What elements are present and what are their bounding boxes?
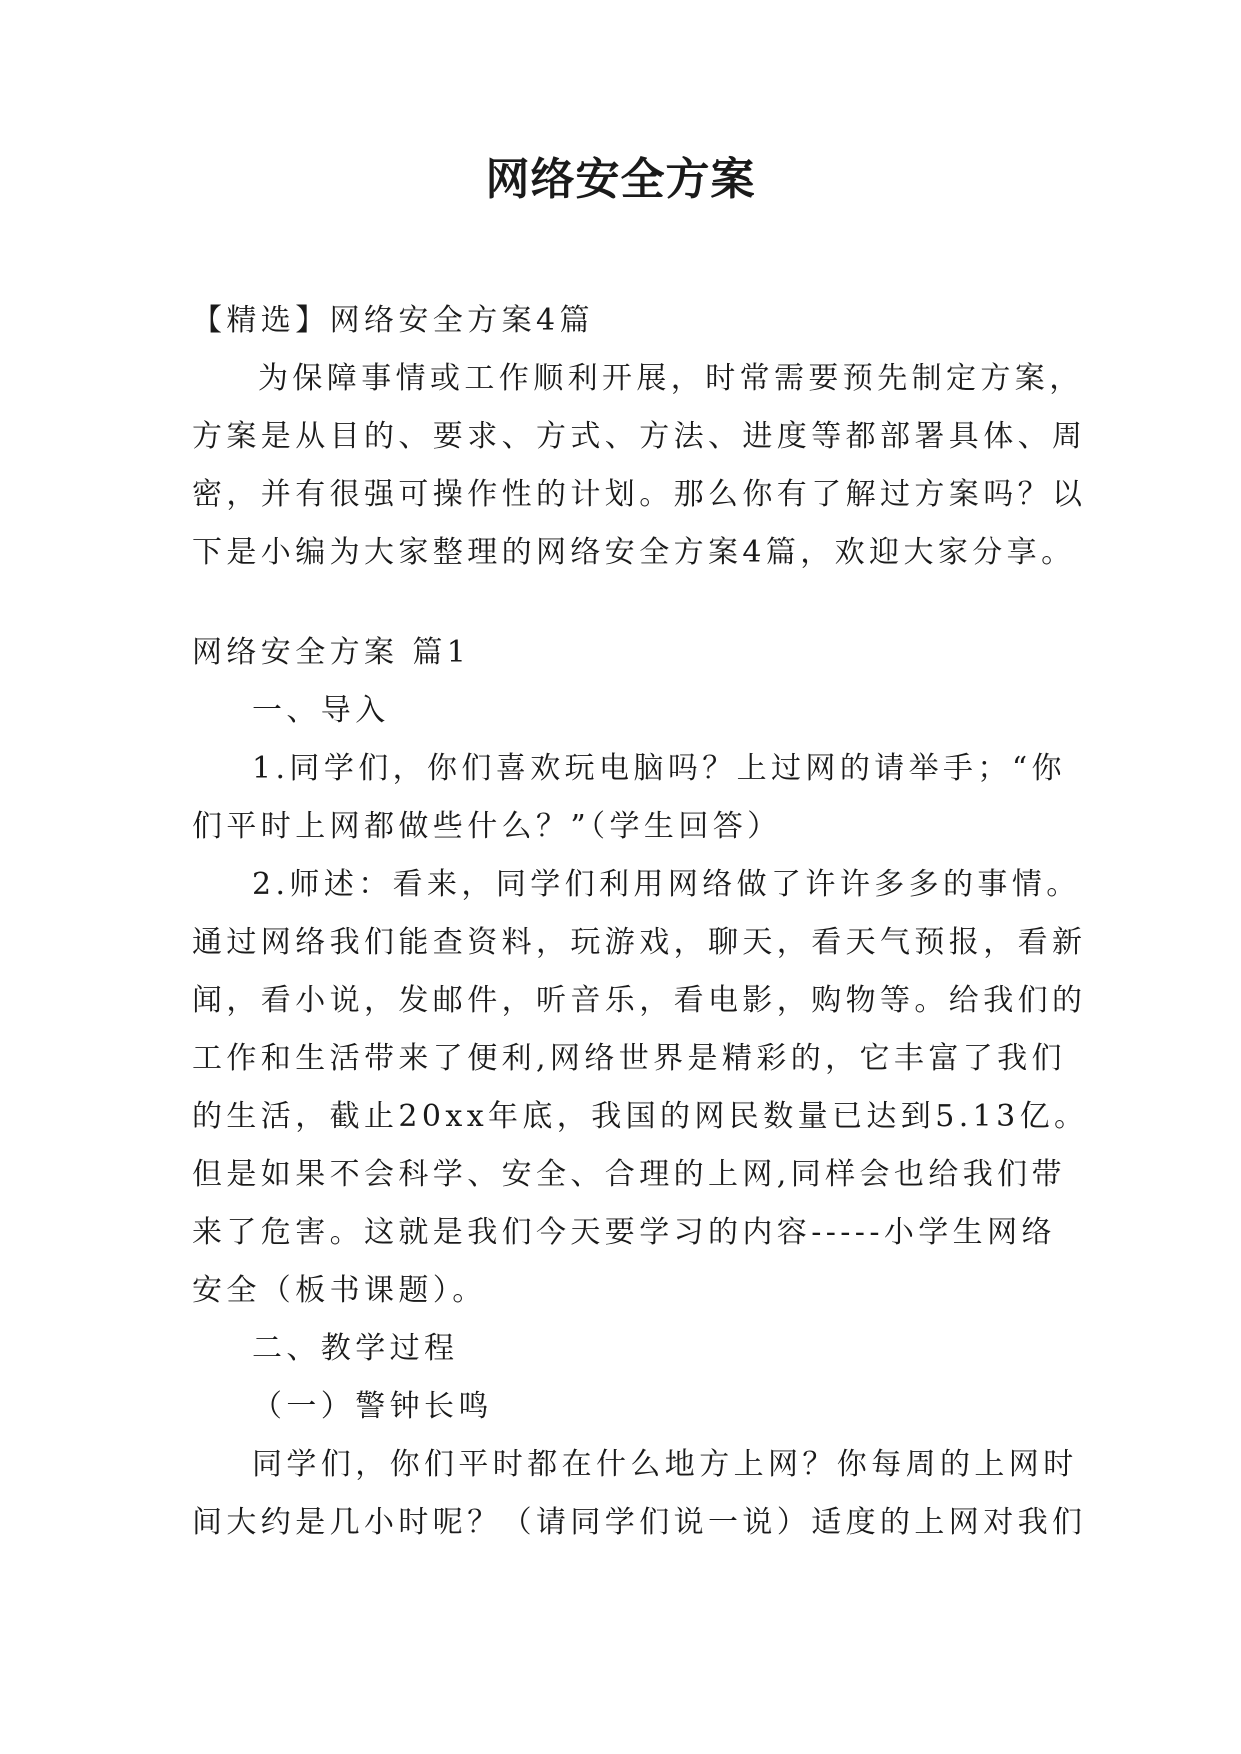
subsection-heading: 一、导入 (252, 693, 390, 728)
intro-heading: 【精选】网络安全方案4篇 (192, 303, 594, 338)
section-heading: 网络安全方案 篇1 (192, 635, 471, 670)
paragraph-line: 来了危害。这就是我们今天要学习的内容-----小学生网络 (192, 1215, 1056, 1250)
spacer (192, 582, 1072, 624)
document-title: 网络安全方案 (485, 154, 756, 205)
subsection-heading: （一）警钟长鸣 (252, 1389, 493, 1424)
paragraph-line: 方案是从目的、要求、方式、方法、进度等都部署具体、周 (192, 419, 1087, 454)
paragraph-line: 1.同学们，你们喜欢玩电脑吗？上过网的请举手；“你 (252, 751, 1066, 786)
paragraph-line: 密，并有很强可操作性的计划。那么你有了解过方案吗？以 (192, 477, 1087, 512)
paragraph-line: 闻，看小说，发邮件，听音乐，看电影，购物等。给我们的 (192, 983, 1087, 1018)
paragraph-line: 为保障事情或工作顺利开展，时常需要预先制定方案， (258, 361, 1084, 396)
paragraph-line: 间大约是几小时呢？（请同学们说一说）适度的上网对我们 (192, 1505, 1087, 1540)
paragraph-line: 们平时上网都做些什么？”（学生回答） (192, 809, 782, 844)
paragraph-line: 工作和生活带来了便利,网络世界是精彩的，它丰富了我们 (192, 1041, 1066, 1076)
paragraph-line: 通过网络我们能查资料，玩游戏，聊天，看天气预报，看新 (192, 925, 1087, 960)
paragraph-line: 但是如果不会科学、安全、合理的上网,同样会也给我们带 (192, 1157, 1066, 1192)
paragraph-line: 安全（板书课题）。 (192, 1273, 487, 1308)
subsection-heading: 二、教学过程 (252, 1331, 459, 1366)
paragraph-line: 同学们，你们平时都在什么地方上网？你每周的上网时 (252, 1447, 1078, 1482)
paragraph-line: 2.师述：看来，同学们利用网络做了许许多多的事情。 (252, 867, 1081, 902)
paragraph-line: 的生活，截止20xx年底，我国的网民数量已达到5.13亿。 (192, 1099, 1089, 1134)
paragraph-line: 下是小编为大家整理的网络安全方案4篇，欢迎大家分享。 (192, 535, 1076, 570)
document-body (192, 292, 1089, 1552)
